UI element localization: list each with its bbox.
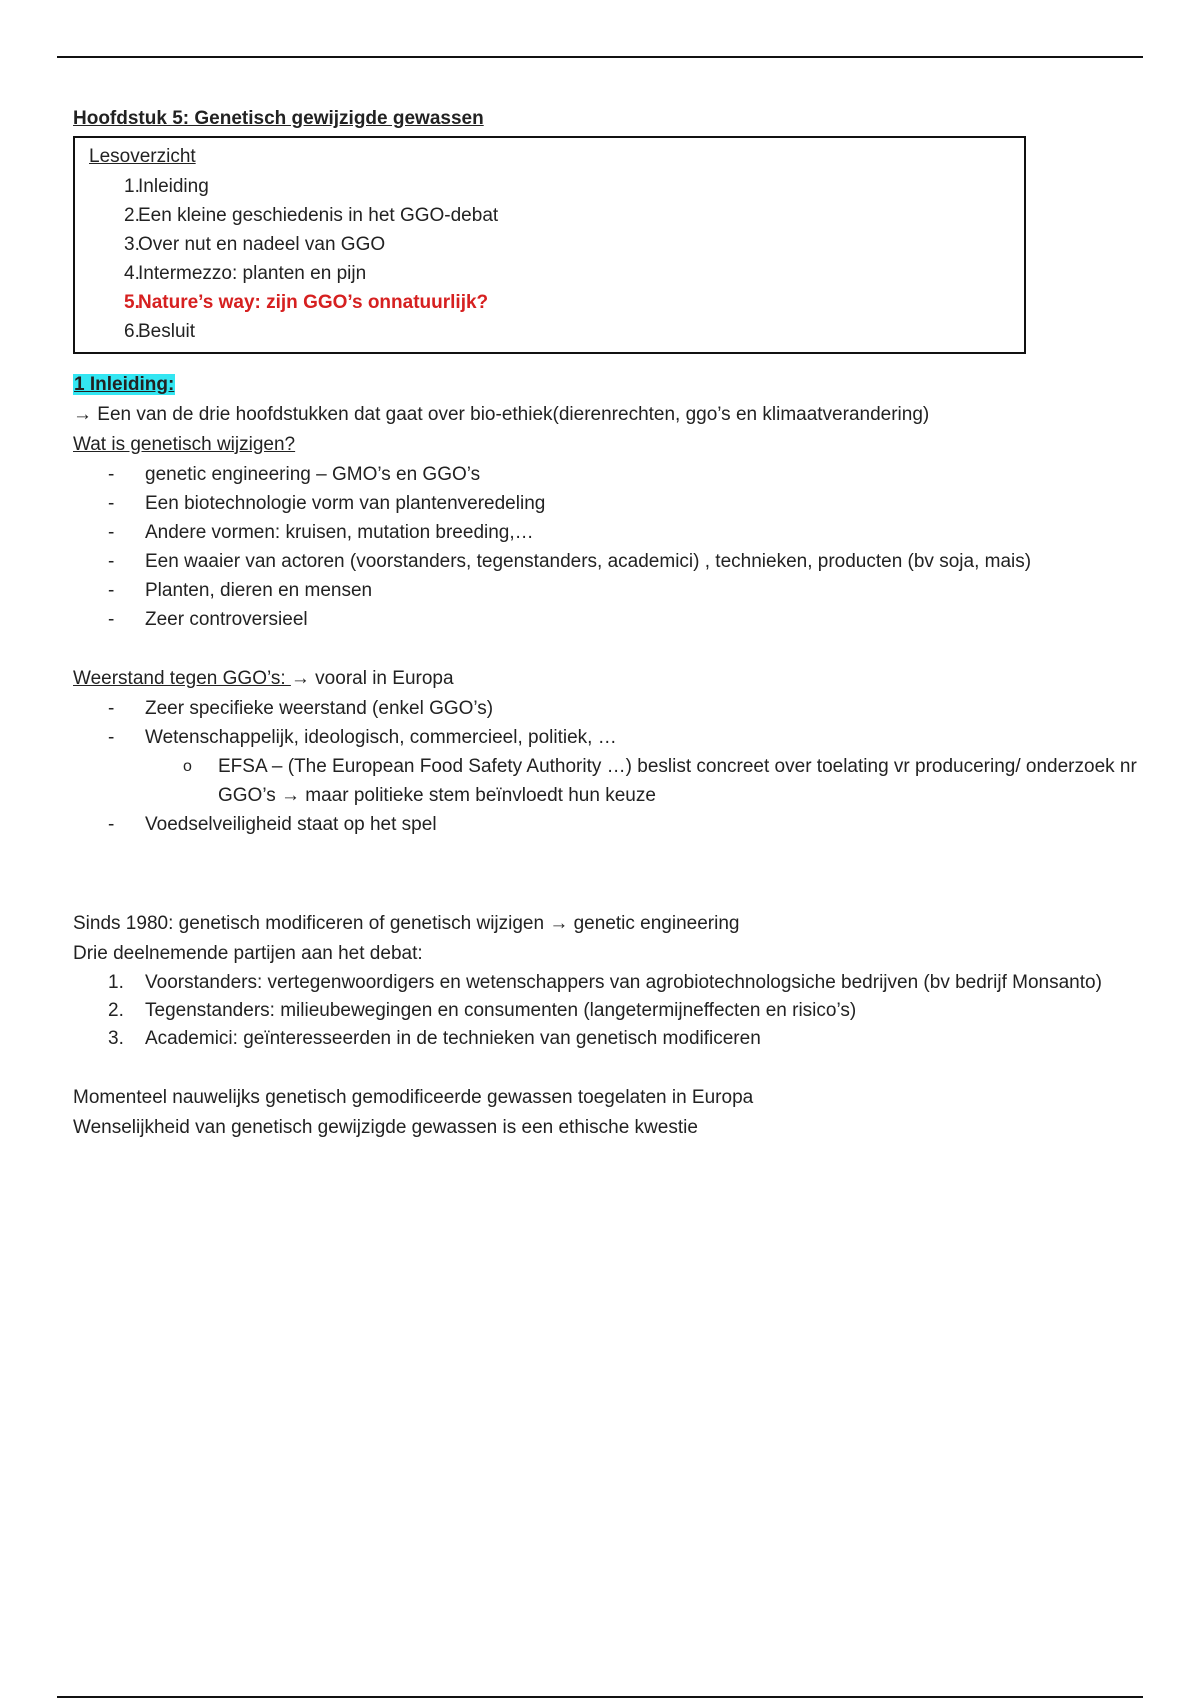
history-line: Sinds 1980: genetisch modificeren of genetisch wijzigen → genetic engineering (73, 913, 740, 934)
chapter-title: Hoofdstuk 5: Genetisch gewijzigde gewassen (73, 108, 484, 129)
header-rule (57, 56, 1143, 58)
list-item: - Wetenschappelijk, ideologisch, commercieel, politiek, … (108, 727, 617, 748)
closing-line: Momenteel nauwelijks genetisch gemodificeerde gewassen toegelaten in Europa (73, 1087, 754, 1108)
closing-line: Wenselijkheid van genetisch gewijzigde gewassen is een ethische kwestie (73, 1117, 698, 1138)
list-item: - Een biotechnologie vorm van plantenveredeling (108, 493, 546, 514)
toc-item: 2. Een kleine geschiedenis in het GGO-debat (124, 205, 499, 226)
subheading-question: Wat is genetisch wijzigen? (73, 434, 296, 455)
list-item: - Zeer controversieel (108, 609, 308, 630)
numbered-item: 1. Voorstanders: vertegenwoordigers en wetenschappers van agrobiotechnologsiche bedrijven (bv bedrijf Monsanto) (108, 972, 1102, 993)
numbered-item: 3. Academici: geïnteresseerden in de technieken van genetisch modificeren (108, 1028, 761, 1049)
list-item: - Zeer specifieke weerstand (enkel GGO’s) (108, 698, 494, 719)
table-of-contents (73, 136, 1026, 354)
resistance-heading: Weerstand tegen GGO’s: → vooral in Europa (73, 668, 454, 689)
section-intro: → Een van de drie hoofdstukken dat gaat over bio-ethiek(dierenrechten, ggo’s en klimaatverandering) (73, 404, 930, 425)
toc-item: 4. Intermezzo: planten en pijn (124, 263, 367, 284)
toc-item: 6. Besluit (124, 321, 196, 342)
list-item: - Een waaier van actoren (voorstanders, tegenstanders, academici) , technieken, producten (bv soja, mais) (108, 551, 1032, 572)
toc-item: 1. Inleiding (124, 176, 209, 197)
history-line: Drie deelnemende partijen aan het debat: (73, 943, 423, 964)
list-item: - Andere vormen: kruisen, mutation breeding,… (108, 522, 534, 543)
section-heading: 1 Inleiding: (74, 374, 175, 395)
list-item: - genetic engineering – GMO’s en GGO’s (108, 464, 481, 485)
list-item: - Voedselveiligheid staat op het spel (108, 814, 437, 835)
footer-rule (57, 1696, 1143, 1698)
toc-item: 3. Over nut en nadeel van GGO (124, 234, 386, 255)
document-body (73, 104, 1143, 1143)
numbered-item: 2. Tegenstanders: milieubewegingen en consumenten (langetermijneffecten en risico’s) (108, 1000, 857, 1021)
toc-heading: Lesoverzicht (89, 146, 196, 167)
list-item: - Planten, dieren en mensen (108, 580, 373, 601)
sub-list-item: o EFSA – (The European Food Safety Authority …) beslist concreet over toelating vr producering/ onderzoek nr GGO’s → maar politieke stem beïnvloedt hun keuze (183, 756, 1137, 806)
toc-item-highlighted: 5. Nature’s way: zijn GGO’s onnatuurlijk? (124, 292, 489, 313)
